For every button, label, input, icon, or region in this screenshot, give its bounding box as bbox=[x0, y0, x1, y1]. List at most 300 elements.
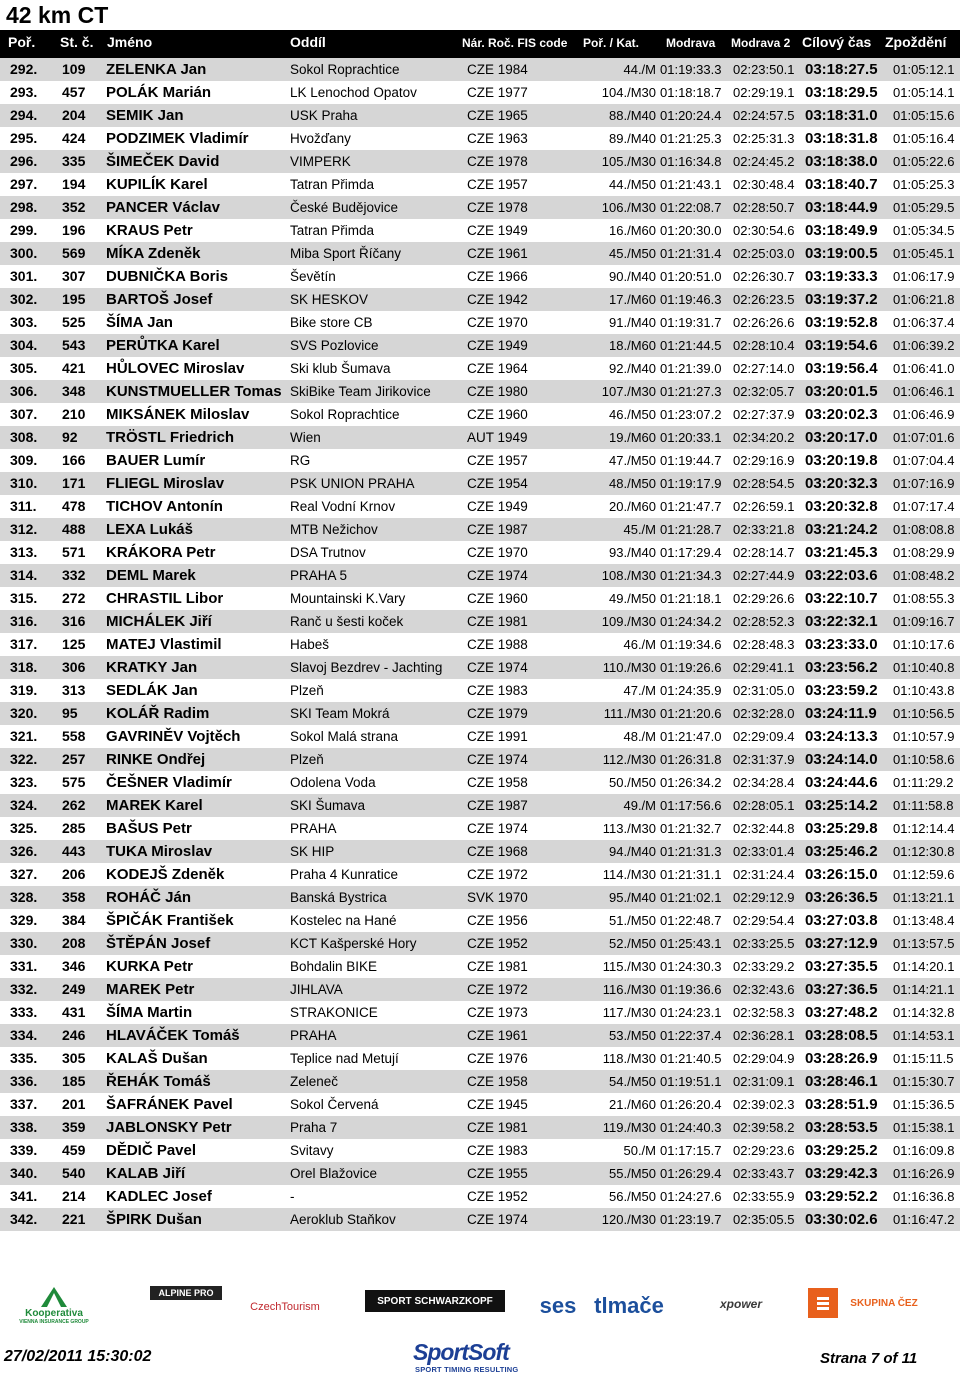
position: 317. bbox=[10, 636, 38, 652]
header-mod2: Modrava 2 bbox=[731, 36, 791, 50]
table-row bbox=[0, 1116, 960, 1139]
finish-time: 03:18:31.0 bbox=[805, 107, 878, 124]
nation-year: AUT 1949 bbox=[467, 430, 528, 445]
position: 303. bbox=[10, 314, 38, 330]
category-rank: 45./M bbox=[623, 522, 656, 537]
start-number: 421 bbox=[62, 360, 86, 376]
split-modrava: 01:19:46.3 bbox=[660, 292, 722, 307]
athlete-name: KODEJŠ Zdeněk bbox=[106, 866, 225, 883]
finish-time: 03:19:33.3 bbox=[805, 268, 878, 285]
finish-time: 03:24:13.3 bbox=[805, 728, 878, 745]
start-number: 488 bbox=[62, 521, 86, 537]
split-modrava: 01:19:51.1 bbox=[660, 1074, 722, 1089]
start-number: 525 bbox=[62, 314, 86, 330]
split-modrava: 01:19:31.7 bbox=[660, 315, 722, 330]
split-modrava-2: 02:26:26.6 bbox=[733, 315, 795, 330]
table-row bbox=[0, 403, 960, 426]
table-row bbox=[0, 288, 960, 311]
position: 330. bbox=[10, 935, 38, 951]
category-rank: 94./M40 bbox=[609, 844, 656, 859]
category-rank: 115./M30 bbox=[602, 959, 656, 974]
start-number: 478 bbox=[62, 498, 86, 514]
start-number: 214 bbox=[62, 1188, 86, 1204]
nation-year: CZE 1961 bbox=[467, 1028, 528, 1043]
start-number: 185 bbox=[62, 1073, 86, 1089]
nation-year: CZE 1966 bbox=[467, 269, 528, 284]
category-rank: 92./M40 bbox=[609, 361, 656, 376]
athlete-name: BAUER Lumír bbox=[106, 452, 206, 469]
nation-year: CZE 1942 bbox=[467, 292, 528, 307]
split-modrava: 01:26:29.4 bbox=[660, 1166, 722, 1181]
finish-time: 03:18:38.0 bbox=[805, 153, 878, 170]
club: SK HESKOV bbox=[290, 292, 369, 307]
split-modrava-2: 02:29:23.6 bbox=[733, 1143, 795, 1158]
nation-year: CZE 1974 bbox=[467, 1212, 528, 1227]
athlete-name: MAREK Karel bbox=[106, 797, 203, 814]
club: Kostelec na Hané bbox=[290, 913, 397, 928]
split-modrava-2: 02:33:55.9 bbox=[733, 1189, 795, 1204]
category-rank: 49./M50 bbox=[609, 591, 656, 606]
athlete-name: LEXA Lukáš bbox=[106, 521, 193, 538]
club: STRAKONICE bbox=[290, 1005, 378, 1020]
athlete-name: TRÖSTL Friedrich bbox=[106, 429, 235, 446]
position: 306. bbox=[10, 383, 38, 399]
athlete-name: KRÁKORA Petr bbox=[106, 544, 216, 561]
nation-year: CZE 1972 bbox=[467, 867, 528, 882]
position: 295. bbox=[10, 130, 38, 146]
finish-time: 03:27:03.8 bbox=[805, 912, 878, 929]
split-modrava: 01:21:20.6 bbox=[660, 706, 722, 721]
split-modrava-2: 02:32:05.7 bbox=[733, 384, 795, 399]
table-row bbox=[0, 794, 960, 817]
time-behind: 01:10:17.6 bbox=[893, 637, 955, 652]
start-number: 359 bbox=[62, 1119, 86, 1135]
split-modrava: 01:17:56.6 bbox=[660, 798, 722, 813]
table-row bbox=[0, 1001, 960, 1024]
header-mod: Modrava bbox=[666, 36, 716, 50]
tlmace-logo: tlmače bbox=[594, 1293, 664, 1318]
table-row bbox=[0, 104, 960, 127]
position: 335. bbox=[10, 1050, 38, 1066]
split-modrava-2: 02:29:19.1 bbox=[733, 85, 795, 100]
time-behind: 01:05:15.6 bbox=[893, 108, 955, 123]
position: 324. bbox=[10, 797, 38, 813]
table-row bbox=[0, 81, 960, 104]
time-behind: 01:14:20.1 bbox=[893, 959, 955, 974]
finish-time: 03:19:54.6 bbox=[805, 337, 878, 354]
athlete-name: ČEŠNER Vladimír bbox=[106, 774, 232, 791]
split-modrava: 01:20:24.4 bbox=[660, 108, 722, 123]
nation-year: CZE 1983 bbox=[467, 1143, 528, 1158]
club: SkiBike Team Jirikovice bbox=[290, 384, 431, 399]
category-rank: 49./M bbox=[623, 798, 656, 813]
nation-year: CZE 1952 bbox=[467, 936, 528, 951]
time-behind: 01:05:29.5 bbox=[893, 200, 955, 215]
table-row bbox=[0, 173, 960, 196]
sponsors-header-strip bbox=[0, 1266, 960, 1282]
category-rank: 119./M30 bbox=[602, 1120, 656, 1135]
finish-time: 03:19:37.2 bbox=[805, 291, 878, 308]
split-modrava: 01:19:33.3 bbox=[660, 62, 722, 77]
athlete-name: ŠÍMA Jan bbox=[106, 314, 173, 331]
split-modrava-2: 02:25:31.3 bbox=[733, 131, 795, 146]
cez-logo: SKUPINA ČEZ bbox=[850, 1297, 918, 1309]
category-rank: 116./M30 bbox=[602, 982, 656, 997]
category-rank: 111./M30 bbox=[603, 706, 656, 721]
start-number: 194 bbox=[62, 176, 86, 192]
split-modrava-2: 02:31:37.9 bbox=[733, 752, 795, 767]
table-row bbox=[0, 817, 960, 840]
category-rank: 118./M30 bbox=[602, 1051, 656, 1066]
time-behind: 01:07:01.6 bbox=[893, 430, 955, 445]
start-number: 208 bbox=[62, 935, 86, 951]
time-behind: 01:12:14.4 bbox=[893, 821, 955, 836]
time-behind: 01:15:11.5 bbox=[893, 1051, 954, 1066]
time-behind: 01:06:46.9 bbox=[893, 407, 955, 422]
club: Slavoj Bezdrev - Jachting bbox=[290, 660, 443, 675]
start-number: 171 bbox=[62, 475, 86, 491]
finish-time: 03:25:14.2 bbox=[805, 797, 878, 814]
nation-year: CZE 1949 bbox=[467, 338, 528, 353]
time-behind: 01:06:46.1 bbox=[893, 384, 955, 399]
table-row bbox=[0, 58, 960, 81]
position: 318. bbox=[10, 659, 38, 675]
nation-year: CZE 1958 bbox=[467, 775, 528, 790]
table-row bbox=[0, 1093, 960, 1116]
time-behind: 01:09:16.7 bbox=[893, 614, 955, 629]
athlete-name: FLIEGL Miroslav bbox=[106, 475, 225, 492]
club: PRAHA 5 bbox=[290, 568, 348, 583]
club: Banská Bystrica bbox=[290, 890, 387, 905]
table-row bbox=[0, 311, 960, 334]
ses-logo: ses bbox=[539, 1293, 577, 1318]
nation-year: CZE 1988 bbox=[467, 637, 528, 652]
position: 301. bbox=[10, 268, 38, 284]
position: 309. bbox=[10, 452, 38, 468]
athlete-name: KURKA Petr bbox=[106, 958, 193, 975]
nation-year: CZE 1970 bbox=[467, 315, 528, 330]
start-number: 262 bbox=[62, 797, 86, 813]
split-modrava: 01:22:48.7 bbox=[660, 913, 722, 928]
athlete-name: PODZIMEK Vladimír bbox=[106, 130, 249, 147]
category-rank: 46./M bbox=[623, 637, 656, 652]
athlete-name: KOLÁŘ Radim bbox=[106, 705, 210, 722]
position: 341. bbox=[10, 1188, 38, 1204]
split-modrava-2: 02:26:23.5 bbox=[733, 292, 795, 307]
position: 331. bbox=[10, 958, 38, 974]
results-table bbox=[0, 58, 960, 1231]
club: SKI Šumava bbox=[290, 798, 366, 813]
category-rank: 53./M50 bbox=[609, 1028, 656, 1043]
split-modrava: 01:19:44.7 bbox=[660, 453, 722, 468]
finish-time: 03:19:00.5 bbox=[805, 245, 878, 262]
finish-time: 03:23:56.2 bbox=[805, 659, 878, 676]
category-rank: 117./M30 bbox=[602, 1005, 656, 1020]
club: Hvožďany bbox=[290, 131, 351, 146]
split-modrava: 01:21:47.7 bbox=[660, 499, 722, 514]
finish-time: 03:21:45.3 bbox=[805, 544, 878, 561]
split-modrava-2: 02:31:09.1 bbox=[733, 1074, 795, 1089]
club: JIHLAVA bbox=[290, 982, 343, 997]
nation-year: CZE 1970 bbox=[467, 545, 528, 560]
position: 314. bbox=[10, 567, 38, 583]
athlete-name: MICHÁLEK Jiří bbox=[106, 613, 212, 630]
header-cat: Poř. / Kat. bbox=[583, 36, 640, 50]
split-modrava-2: 02:27:44.9 bbox=[733, 568, 795, 583]
czechtourism-logo: CzechTourism bbox=[250, 1301, 320, 1313]
category-rank: 20./M60 bbox=[609, 499, 656, 514]
split-modrava-2: 02:28:52.3 bbox=[733, 614, 795, 629]
table-row bbox=[0, 1024, 960, 1047]
time-behind: 01:10:43.8 bbox=[893, 683, 955, 698]
athlete-name: RINKE Ondřej bbox=[106, 751, 206, 768]
table-row bbox=[0, 564, 960, 587]
finish-time: 03:23:59.2 bbox=[805, 682, 878, 699]
club: PRAHA bbox=[290, 1028, 337, 1043]
split-modrava-2: 02:28:48.3 bbox=[733, 637, 795, 652]
position: 305. bbox=[10, 360, 38, 376]
start-number: 285 bbox=[62, 820, 86, 836]
nation-year: CZE 1957 bbox=[467, 453, 528, 468]
table-row bbox=[0, 449, 960, 472]
start-number: 249 bbox=[62, 981, 86, 997]
split-modrava-2: 02:30:54.6 bbox=[733, 223, 795, 238]
finish-time: 03:19:56.4 bbox=[805, 360, 878, 377]
table-row bbox=[0, 357, 960, 380]
table-row bbox=[0, 725, 960, 748]
position: 340. bbox=[10, 1165, 38, 1181]
club: Sokol Roprachtice bbox=[290, 407, 400, 422]
category-rank: 55./M50 bbox=[609, 1166, 656, 1181]
split-modrava: 01:21:28.7 bbox=[660, 522, 722, 537]
split-modrava: 01:21:44.5 bbox=[660, 338, 722, 353]
split-modrava-2: 02:27:37.9 bbox=[733, 407, 795, 422]
club: Bike store CB bbox=[290, 315, 373, 330]
header-time: Cílový čas bbox=[802, 34, 872, 50]
time-behind: 01:13:21.1 bbox=[893, 890, 955, 905]
start-number: 431 bbox=[62, 1004, 86, 1020]
split-modrava: 01:23:07.2 bbox=[660, 407, 722, 422]
category-rank: 56./M50 bbox=[609, 1189, 656, 1204]
split-modrava: 01:21:32.7 bbox=[660, 821, 722, 836]
athlete-name: KALAB Jiří bbox=[106, 1165, 186, 1182]
category-rank: 47./M bbox=[623, 683, 656, 698]
finish-time: 03:24:11.9 bbox=[805, 705, 877, 722]
category-rank: 91./M40 bbox=[609, 315, 656, 330]
category-rank: 50./M50 bbox=[609, 775, 656, 790]
position: 320. bbox=[10, 705, 38, 721]
nation-year: CZE 1981 bbox=[467, 614, 528, 629]
split-modrava-2: 02:30:48.4 bbox=[733, 177, 795, 192]
position: 300. bbox=[10, 245, 38, 261]
split-modrava-2: 02:28:54.5 bbox=[733, 476, 795, 491]
finish-time: 03:28:46.1 bbox=[805, 1073, 878, 1090]
athlete-name: GAVRINĚV Vojtěch bbox=[106, 728, 241, 745]
position: 338. bbox=[10, 1119, 38, 1135]
start-number: 92 bbox=[62, 429, 78, 445]
split-modrava-2: 02:33:25.5 bbox=[733, 936, 795, 951]
split-modrava: 01:22:37.4 bbox=[660, 1028, 722, 1043]
athlete-name: KUNSTMUELLER Tomas bbox=[106, 383, 282, 400]
finish-time: 03:27:36.5 bbox=[805, 981, 878, 998]
split-modrava-2: 02:26:30.7 bbox=[733, 269, 795, 284]
finish-time: 03:19:52.8 bbox=[805, 314, 878, 331]
time-behind: 01:11:29.2 bbox=[893, 775, 954, 790]
time-behind: 01:13:57.5 bbox=[893, 936, 955, 951]
club: PRAHA bbox=[290, 821, 337, 836]
time-behind: 01:05:16.4 bbox=[893, 131, 955, 146]
athlete-name: MATEJ Vlastimil bbox=[106, 636, 222, 653]
table-header bbox=[0, 30, 960, 58]
table-row bbox=[0, 426, 960, 449]
split-modrava-2: 02:29:41.1 bbox=[733, 660, 795, 675]
nation-year: CZE 1949 bbox=[467, 499, 528, 514]
time-behind: 01:10:40.8 bbox=[893, 660, 955, 675]
table-row bbox=[0, 1185, 960, 1208]
table-row bbox=[0, 587, 960, 610]
position: 326. bbox=[10, 843, 38, 859]
table-row bbox=[0, 679, 960, 702]
start-number: 257 bbox=[62, 751, 86, 767]
finish-time: 03:29:25.2 bbox=[805, 1142, 878, 1159]
athlete-name: POLÁK Marián bbox=[106, 84, 212, 101]
split-modrava: 01:19:17.9 bbox=[660, 476, 722, 491]
club: Orel Blažovice bbox=[290, 1166, 378, 1181]
table-row bbox=[0, 219, 960, 242]
category-rank: 16./M60 bbox=[609, 223, 656, 238]
start-number: 457 bbox=[62, 84, 86, 100]
table-row bbox=[0, 1162, 960, 1185]
table-row bbox=[0, 196, 960, 219]
start-number: 246 bbox=[62, 1027, 86, 1043]
athlete-name: KRATKY Jan bbox=[106, 659, 198, 676]
split-modrava-2: 02:32:43.6 bbox=[733, 982, 795, 997]
table-row bbox=[0, 265, 960, 288]
club: Tatran Přimda bbox=[290, 177, 375, 192]
start-number: 358 bbox=[62, 889, 86, 905]
athlete-name: BARTOŠ Josef bbox=[106, 291, 213, 308]
start-number: 543 bbox=[62, 337, 86, 353]
finish-time: 03:20:02.3 bbox=[805, 406, 878, 423]
time-behind: 01:06:41.0 bbox=[893, 361, 955, 376]
split-modrava: 01:24:27.6 bbox=[660, 1189, 722, 1204]
time-behind: 01:13:48.4 bbox=[893, 913, 955, 928]
time-behind: 01:15:30.7 bbox=[893, 1074, 955, 1089]
category-rank: 93./M40 bbox=[609, 545, 656, 560]
club: Ski klub Šumava bbox=[290, 361, 391, 376]
start-number: 575 bbox=[62, 774, 86, 790]
nation-year: CZE 1961 bbox=[467, 246, 528, 261]
sponsors-strip bbox=[0, 1282, 960, 1332]
category-rank: 47./M50 bbox=[609, 453, 656, 468]
split-modrava-2: 02:23:50.1 bbox=[733, 62, 795, 77]
nation-year: CZE 1963 bbox=[467, 131, 528, 146]
nation-year: CZE 1958 bbox=[467, 1074, 528, 1089]
start-number: 306 bbox=[62, 659, 86, 675]
split-modrava: 01:26:31.8 bbox=[660, 752, 722, 767]
nation-year: SVK 1970 bbox=[467, 890, 528, 905]
start-number: 195 bbox=[62, 291, 86, 307]
finish-time: 03:20:01.5 bbox=[805, 383, 878, 400]
split-modrava-2: 02:28:14.7 bbox=[733, 545, 795, 560]
time-behind: 01:16:36.8 bbox=[893, 1189, 955, 1204]
finish-time: 03:25:46.2 bbox=[805, 843, 878, 860]
split-modrava-2: 02:35:05.5 bbox=[733, 1212, 795, 1227]
start-number: 571 bbox=[62, 544, 86, 560]
nation-year: CZE 1974 bbox=[467, 568, 528, 583]
finish-time: 03:29:52.2 bbox=[805, 1188, 878, 1205]
club: Real Vodní Krnov bbox=[290, 499, 396, 514]
time-behind: 01:05:12.1 bbox=[893, 62, 955, 77]
athlete-name: ŠPIČÁK František bbox=[106, 912, 234, 929]
athlete-name: MÍKA Zdeněk bbox=[106, 245, 201, 262]
category-rank: 52./M50 bbox=[609, 936, 656, 951]
club: Praha 4 Kunratice bbox=[290, 867, 399, 882]
category-rank: 107./M30 bbox=[601, 384, 656, 399]
header-pos: Poř. bbox=[8, 34, 36, 50]
position: 310. bbox=[10, 475, 38, 491]
start-number: 424 bbox=[62, 130, 86, 146]
athlete-name: ZELENKA Jan bbox=[106, 61, 207, 78]
finish-time: 03:18:27.5 bbox=[805, 61, 878, 78]
position: 308. bbox=[10, 429, 38, 445]
nation-year: CZE 1987 bbox=[467, 798, 528, 813]
athlete-name: ŘEHÁK Tomáš bbox=[106, 1073, 211, 1090]
table-row bbox=[0, 610, 960, 633]
split-modrava-2: 02:32:58.3 bbox=[733, 1005, 795, 1020]
split-modrava: 01:17:29.4 bbox=[660, 545, 722, 560]
split-modrava-2: 02:31:24.4 bbox=[733, 867, 795, 882]
time-behind: 01:14:53.1 bbox=[893, 1028, 955, 1043]
start-number: 352 bbox=[62, 199, 86, 215]
finish-time: 03:18:49.9 bbox=[805, 222, 878, 239]
athlete-name: KUPILÍK Karel bbox=[106, 176, 208, 193]
start-number: 346 bbox=[62, 958, 86, 974]
time-behind: 01:06:17.9 bbox=[893, 269, 955, 284]
split-modrava: 01:25:43.1 bbox=[660, 936, 722, 951]
split-modrava: 01:21:02.1 bbox=[660, 890, 722, 905]
category-rank: 109./M30 bbox=[601, 614, 656, 629]
position: 292. bbox=[10, 61, 38, 77]
table-row bbox=[0, 771, 960, 794]
split-modrava-2: 02:24:45.2 bbox=[733, 154, 795, 169]
start-number: 384 bbox=[62, 912, 86, 928]
start-number: 272 bbox=[62, 590, 86, 606]
table-row bbox=[0, 495, 960, 518]
club: - bbox=[290, 1189, 295, 1204]
split-modrava-2: 02:24:57.5 bbox=[733, 108, 795, 123]
category-rank: 88./M40 bbox=[609, 108, 656, 123]
finish-time: 03:28:26.9 bbox=[805, 1050, 878, 1067]
start-number: 305 bbox=[62, 1050, 86, 1066]
time-behind: 01:05:45.1 bbox=[893, 246, 955, 261]
club: MTB Nežichov bbox=[290, 522, 378, 537]
split-modrava: 01:21:43.1 bbox=[660, 177, 722, 192]
club: Sokol Roprachtice bbox=[290, 62, 400, 77]
category-rank: 113./M30 bbox=[602, 821, 656, 836]
finish-time: 03:23:33.0 bbox=[805, 636, 878, 653]
athlete-name: ROHÁČ Ján bbox=[106, 889, 192, 906]
nation-year: CZE 1965 bbox=[467, 108, 528, 123]
time-behind: 01:05:22.6 bbox=[893, 154, 955, 169]
club: Praha 7 bbox=[290, 1120, 338, 1135]
nation-year: CZE 1979 bbox=[467, 706, 528, 721]
time-behind: 01:16:26.9 bbox=[893, 1166, 955, 1181]
split-modrava-2: 02:25:03.0 bbox=[733, 246, 795, 261]
position: 321. bbox=[10, 728, 38, 744]
table-row bbox=[0, 886, 960, 909]
nation-year: CZE 1977 bbox=[467, 85, 528, 100]
